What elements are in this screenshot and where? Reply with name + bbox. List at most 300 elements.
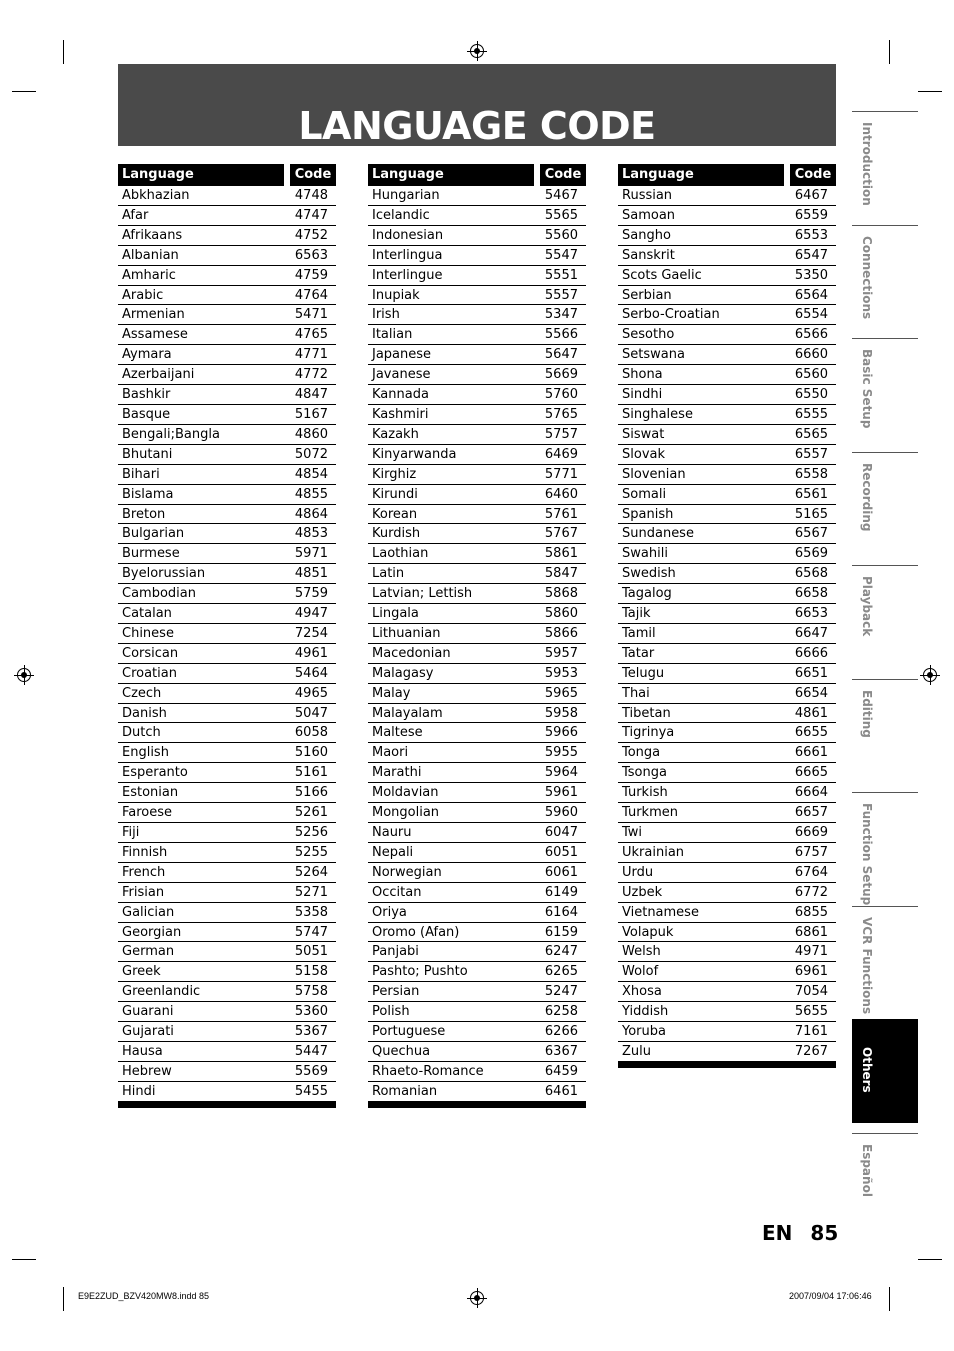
language-code: 6564 [794,287,828,303]
language-code: 6265 [544,964,578,980]
language-code: 5261 [294,805,328,821]
table-row [618,923,836,943]
language-name: Croatian [122,665,177,681]
language-name: Abkhazian [122,188,190,203]
language-column-header: Language [618,164,784,186]
table-row [618,524,836,544]
table-row [618,465,836,485]
language-code: 6061 [544,864,578,880]
tab-playback[interactable] [852,565,918,669]
tab-recording[interactable] [852,452,918,556]
language-name: Xhosa [622,984,662,1000]
language-code: 4854 [294,466,328,482]
language-code: 5455 [294,1083,328,1099]
language-name: Setswana [622,347,685,363]
language-name: Kazakh [372,426,419,442]
table-row [118,266,336,286]
language-name: Rhaeto-Romance [372,1063,484,1079]
language-name: Greenlandic [122,984,201,1000]
code-column-header: Code [790,164,836,186]
language-name: Scots Gaelic [622,267,702,283]
tab-espa-ol[interactable] [852,1133,918,1237]
language-name: Yoruba [622,1024,666,1040]
language-code: 5761 [544,506,578,522]
table-row [118,305,336,325]
language-name: Pashto; Pushto [372,964,468,980]
language-code: 7054 [794,984,828,1000]
crop-mark [63,1287,64,1311]
table-row [368,524,586,544]
table-row [618,485,836,505]
language-code: 6258 [544,1004,578,1020]
language-name: Maori [372,745,409,761]
language-code: 7254 [294,625,328,641]
language-name: Macedonian [372,645,451,661]
table-row [618,584,836,604]
table-row [118,246,336,266]
language-name: Tigrinya [622,725,675,741]
language-name: Norwegian [372,864,442,880]
table-row [368,425,586,445]
language-code: 5767 [544,526,578,542]
language-name: German [122,944,175,960]
tab-label: Connections [860,235,874,319]
language-name: Bashkir [122,387,171,403]
table-row [618,505,836,525]
language-code: 5167 [294,406,328,422]
language-name: Ukrainian [622,844,685,860]
language-code: 5868 [544,586,578,602]
table-row [368,465,586,485]
language-code: 5047 [294,705,328,721]
language-code: 4847 [294,387,328,403]
language-name: Somali [622,486,667,502]
language-name: Turkmen [622,805,678,821]
table-row [618,564,836,584]
table-row [618,246,836,266]
tab-label: Editing [860,689,874,738]
language-code: 6653 [794,606,828,622]
language-code: 5747 [294,924,328,940]
table-row [618,445,836,465]
language-code: 5161 [294,765,328,781]
table-row [368,584,586,604]
language-code: 6058 [294,725,328,741]
language-code: 7161 [794,1024,828,1040]
language-code: 6459 [544,1063,578,1079]
language-name: Irish [372,307,400,323]
crop-mark [918,1259,942,1260]
table-row [118,863,336,883]
language-name: Indonesian [372,227,444,243]
table-row [368,325,586,345]
registration-mark-icon [17,668,31,682]
language-name: Cambodian [122,586,196,602]
language-name: Samoan [622,207,676,223]
table-row [618,863,836,883]
language-code: 6764 [794,864,828,880]
page-number-value: 85 [810,1221,839,1245]
language-code: 5847 [544,566,578,582]
tab-vcr-functions[interactable] [852,906,918,1014]
language-name: Spanish [622,506,674,522]
language-code: 4765 [294,327,328,343]
language-name: Greek [122,964,161,980]
language-code: 6660 [794,347,828,363]
language-name: Bhutani [122,446,173,462]
language-code: 5669 [544,367,578,383]
language-name: Malayalam [372,705,443,721]
language-code: 5759 [294,586,328,602]
table-row [368,664,586,684]
tab-editing[interactable] [852,679,918,783]
table-row [118,783,336,803]
language-name: Arabic [122,287,164,303]
language-name: Assamese [122,327,188,343]
table-row [368,783,586,803]
language-name: Polish [372,1004,410,1020]
code-column-header: Code [290,164,336,186]
language-code: 5955 [544,745,578,761]
table-row [368,942,586,962]
language-name: Faroese [122,805,173,821]
language-name: Bislama [122,486,174,502]
crop-mark [63,40,64,64]
language-code: 6565 [794,426,828,442]
table-row [618,783,836,803]
language-code: 5256 [294,825,328,840]
language-code: 6051 [544,844,578,860]
language-code: 5971 [294,546,328,562]
language-name: Oriya [372,904,407,920]
language-code: 5560 [544,227,578,243]
language-code: 5551 [544,267,578,283]
language-code: 6567 [794,526,828,542]
language-code: 5757 [544,426,578,442]
language-code: 6658 [794,586,828,602]
language-name: Hebrew [122,1063,172,1079]
table-row [368,962,586,982]
table-row [118,345,336,365]
table-row [368,604,586,624]
table-row [118,723,336,743]
language-name: Singhalese [622,406,693,422]
table-row [368,982,586,1002]
tab-connections[interactable] [852,225,918,329]
language-name: Laothian [372,546,429,562]
language-code: 5966 [544,725,578,741]
language-code: 5771 [544,466,578,482]
language-code: 5271 [294,884,328,900]
language-code: 5960 [544,805,578,821]
tab-others[interactable] [852,1019,918,1123]
language-code: 5158 [294,964,328,980]
language-code: 6563 [294,247,328,263]
language-name: Oromo (Afan) [372,924,460,940]
table-row [618,843,836,863]
language-name: Catalan [122,606,172,622]
language-name: Breton [122,506,166,522]
table-row [618,1022,836,1042]
language-name: Lingala [372,606,419,622]
table-header [118,164,336,186]
table-row [618,206,836,226]
table-row [118,923,336,943]
table-row [368,206,586,226]
language-code: 6469 [544,446,578,462]
table-row [118,763,336,783]
registration-mark-icon [470,1291,484,1305]
language-name: Inupiak [372,287,420,303]
language-code: 6855 [794,904,828,920]
registration-mark-icon [923,668,937,682]
language-code: 6550 [794,387,828,403]
language-code: 6367 [544,1043,578,1059]
table-row [368,624,586,644]
language-code: 6554 [794,307,828,323]
table-row [618,962,836,982]
table-end-rule [618,1062,836,1068]
language-name: Armenian [122,307,185,323]
table-row [368,1022,586,1042]
title-banner [118,64,836,146]
table-row [118,823,336,843]
language-code: 6961 [794,964,828,980]
language-code: 4961 [294,645,328,661]
tab-function-setup[interactable] [852,792,918,906]
language-name: Tibetan [622,705,671,721]
language-name: English [122,745,169,761]
language-code: 5861 [544,546,578,562]
table-row [118,465,336,485]
language-name: Javanese [372,367,431,383]
language-name: Serbo-Croatian [622,307,720,323]
language-code: 5051 [294,944,328,960]
language-name: Turkish [622,785,668,801]
language-name: Latin [372,566,405,582]
language-name: Kirghiz [372,466,417,482]
table-row [118,883,336,903]
language-name: Hindi [122,1083,156,1099]
language-name: Esperanto [122,765,188,781]
table-row [118,664,336,684]
table-row [618,664,836,684]
language-code: 6164 [544,904,578,920]
table-row [368,843,586,863]
language-code: 5647 [544,347,578,363]
language-name: Bihari [122,466,160,482]
table-header [368,164,586,186]
language-name: Sindhi [622,387,663,403]
page-title: LANGUAGE CODE [298,104,656,148]
language-name: Azerbaijani [122,367,195,383]
language-code: 5566 [544,327,578,343]
language-name: Aymara [122,347,172,363]
table-row [618,405,836,425]
language-name: Dutch [122,725,161,741]
table-row [118,524,336,544]
language-code: 6047 [544,825,578,840]
table-row [368,704,586,724]
language-code: 6661 [794,745,828,761]
language-code: 6566 [794,327,828,343]
language-code: 5765 [544,406,578,422]
language-name: Interlingua [372,247,443,263]
language-code: 6555 [794,406,828,422]
table-row [618,763,836,783]
table-row [118,1042,336,1062]
table-row [618,305,836,325]
table-row [618,286,836,306]
table-row [118,644,336,664]
language-code: 6772 [794,884,828,900]
language-name: Siswat [622,426,665,442]
language-code: 6149 [544,884,578,900]
language-name: Panjabi [372,944,419,960]
language-name: Uzbek [622,884,663,900]
language-name: Persian [372,984,420,1000]
table-row [618,803,836,823]
language-code: 4771 [294,347,328,363]
language-code: 6461 [544,1083,578,1099]
language-code: 5953 [544,665,578,681]
table-row [368,1042,586,1062]
table-row [368,544,586,564]
language-code: 4759 [294,267,328,283]
language-name: Interlingue [372,267,443,283]
language-code: 6569 [794,546,828,562]
language-code: 6266 [544,1024,578,1040]
language-code: 6460 [544,486,578,502]
table-row [618,365,836,385]
language-name: Hausa [122,1043,163,1059]
language-code: 5565 [544,207,578,223]
table-row [118,564,336,584]
table-row [368,226,586,246]
tab-introduction[interactable] [852,111,918,215]
print-slug-file: E9E2ZUD_BZV420MW8.indd 85 [78,1291,210,1301]
language-name: Tamil [622,625,656,641]
crop-mark [12,91,36,92]
table-row [118,1022,336,1042]
language-code: 5957 [544,645,578,661]
language-code: 4947 [294,606,328,622]
language-name: Sanskrit [622,247,675,263]
language-name: Byelorussian [122,566,206,582]
table-row [118,385,336,405]
table-row [118,325,336,345]
language-name: Romanian [372,1083,438,1099]
crop-mark [918,91,942,92]
language-code: 4772 [294,367,328,383]
language-name: Urdu [622,864,654,880]
language-code: 6665 [794,765,828,781]
language-code: 5247 [544,984,578,1000]
table-row [118,803,336,823]
table-end-rule [118,1102,336,1108]
table-row [618,1002,836,1022]
table-row [368,1082,586,1102]
table-row [368,445,586,465]
language-name: Sundanese [622,526,694,542]
language-name: Kannada [372,387,429,403]
language-code: 6568 [794,566,828,582]
language-name: Zulu [622,1043,651,1059]
table-row [368,763,586,783]
language-name: Estonian [122,785,179,801]
language-code: 5467 [544,188,578,203]
language-name: Tatar [622,645,655,661]
tab-label: Playback [860,576,874,637]
language-name: Sangho [622,227,671,243]
language-name: Georgian [122,924,182,940]
language-name: Wolof [622,964,659,980]
table-row [118,962,336,982]
language-code: 5464 [294,665,328,681]
table-row [368,485,586,505]
language-column-header: Language [368,164,534,186]
table-row [618,903,836,923]
table-row [368,903,586,923]
table-row [618,704,836,724]
language-code: 6561 [794,486,828,502]
language-name: Vietnamese [622,904,699,920]
language-code: 6247 [544,944,578,960]
table-row [118,584,336,604]
language-name: Nauru [372,825,412,840]
language-code: 5347 [544,307,578,323]
language-code: 4971 [794,944,828,960]
language-name: Maltese [372,725,423,741]
table-row [368,1062,586,1082]
language-name: Quechua [372,1043,431,1059]
crop-mark [889,1287,890,1311]
language-name: Tajik [622,606,651,622]
language-code: 6861 [794,924,828,940]
language-name: Occitan [372,884,422,900]
table-row [118,505,336,525]
tab-label: Introduction [860,122,874,206]
language-code: 5165 [794,506,828,522]
language-name: Tsonga [622,765,667,781]
language-code: 6669 [794,825,828,840]
language-code: 6666 [794,645,828,661]
language-code: 5965 [544,685,578,701]
language-code: 6467 [794,188,828,203]
language-name: Marathi [372,765,422,781]
table-row [118,1062,336,1082]
table-row [618,823,836,843]
table-row [618,425,836,445]
language-name: Swedish [622,566,676,582]
table-row [118,405,336,425]
language-name: Afar [122,207,149,223]
language-name: Hungarian [372,188,440,203]
language-code: 6757 [794,844,828,860]
language-indicator: EN [762,1221,793,1245]
language-code: 6159 [544,924,578,940]
language-code: 4855 [294,486,328,502]
language-name: Guarani [122,1004,174,1020]
language-name: Tagalog [622,586,672,602]
language-name: Burmese [122,546,180,562]
language-code: 5350 [794,267,828,283]
language-name: Fiji [122,825,140,840]
table-row [118,843,336,863]
language-code: 5547 [544,247,578,263]
tab-basic-setup[interactable] [852,338,918,442]
language-name: Galician [122,904,175,920]
